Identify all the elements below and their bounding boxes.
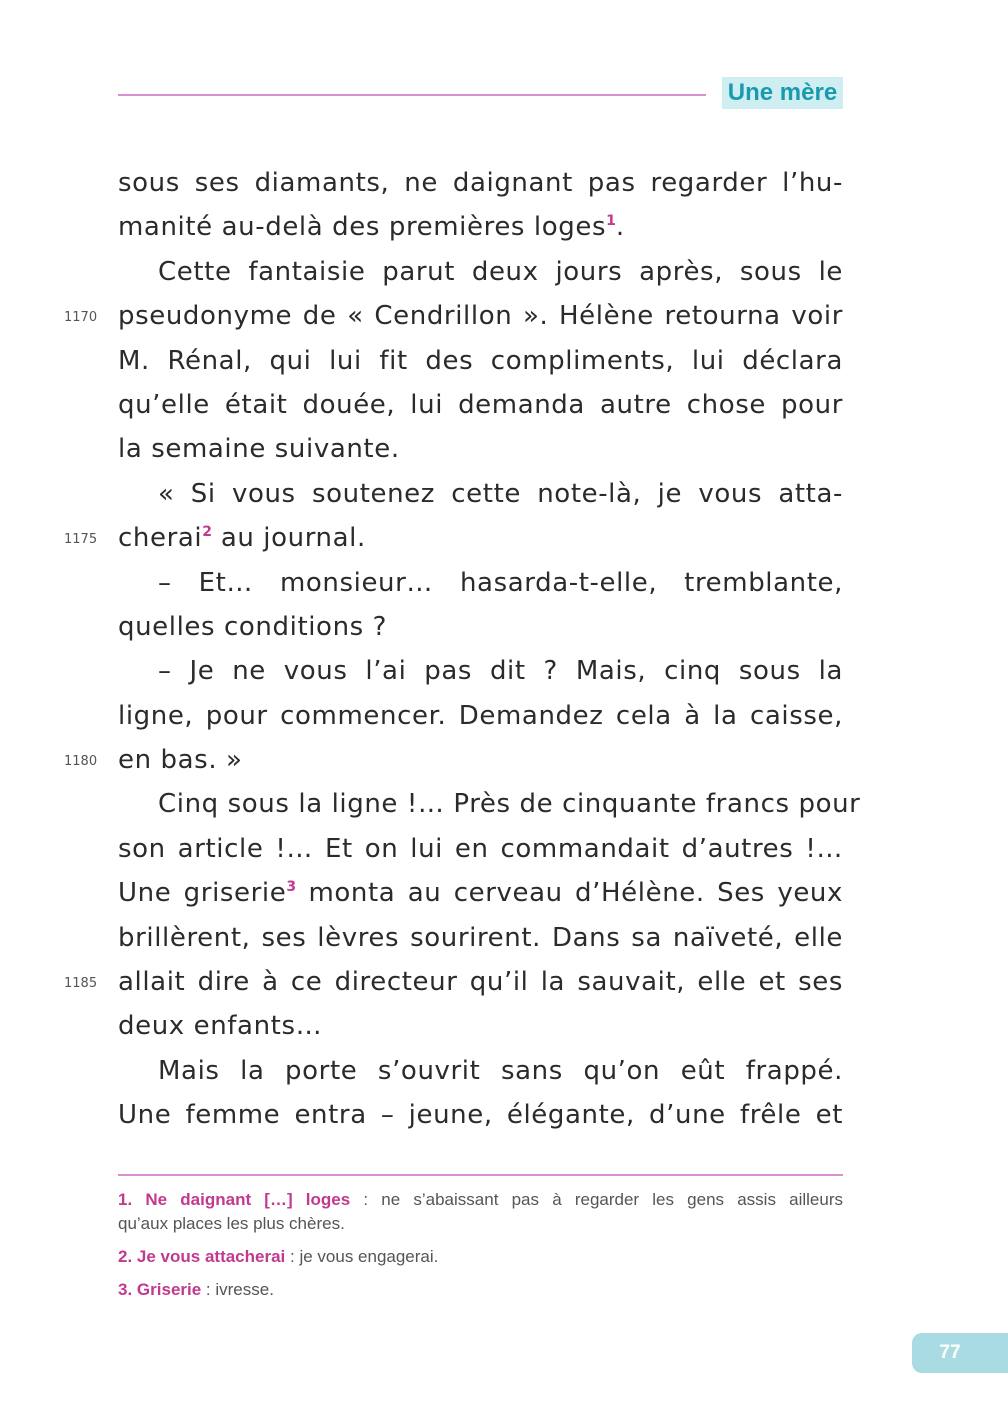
footnote-definition: : ivresse. xyxy=(201,1280,274,1299)
footnote-rule xyxy=(118,1174,843,1176)
text-line: ligne, pour commencer. Demandez cela à la caisse, xyxy=(118,700,843,731)
text-line: M. Rénal, qui lui fit des compliments, lui déclara xyxy=(118,345,843,376)
text-line: brillèrent, ses lèvres sourirent. Dans sa naïveté, elle xyxy=(118,922,843,953)
line-number: 1175 xyxy=(64,532,98,548)
text-line: 1170 pseudonyme de « Cendrillon ». Hélène retourna voir xyxy=(118,294,843,338)
footnote-definition-cont: qu’aux places les plus chères. xyxy=(118,1214,345,1233)
text-line: quelles conditions ? xyxy=(118,611,388,642)
footnote xyxy=(118,1278,843,1302)
footnote xyxy=(118,1245,843,1269)
chapter-title: Une mère xyxy=(722,77,843,109)
text-line: Mais la porte s’ouvrit sans qu’on eût frappé. xyxy=(158,1055,843,1086)
text-line: – Je ne vous l’ai pas dit ? Mais, cinq sous la xyxy=(158,656,843,687)
text-line: son article !… Et on lui en commandait d’autres !… xyxy=(118,833,843,864)
page-number: 77 xyxy=(939,1342,961,1363)
footnote-definition: : ne s’abaissant pas à regarder les gens assis ailleurs xyxy=(350,1190,843,1209)
text-line: Cette fantaisie parut deux jours après, sous le xyxy=(158,256,843,287)
line-number: 1185 xyxy=(64,976,98,992)
footnote-ref[interactable]: 3 xyxy=(286,879,297,896)
page-number-tab xyxy=(912,1333,1008,1373)
text-line: Une femme entra – jeune, élégante, d’une frêle et xyxy=(118,1100,843,1131)
text-line: 1175 cherai$^2$ au journal. xyxy=(118,516,843,560)
line-number: 1170 xyxy=(64,310,98,326)
footnote-term: Je vous attacherai xyxy=(136,1247,286,1266)
text-line: 1185 allait dire à ce directeur qu’il la sauvait, elle et ses xyxy=(118,960,843,1004)
text-line: la semaine suivante. xyxy=(118,434,400,465)
text-line: Cinq sous la ligne !… Près de cinquante francs pour xyxy=(158,789,861,820)
footnote-ref[interactable]: 2 xyxy=(202,524,212,541)
body-text xyxy=(64,161,861,1138)
text-line: sous ses diamants, ne daignant pas regarder l’hu- xyxy=(118,168,843,198)
text-line: manité au-delà des premières loges$^1$. xyxy=(118,212,625,243)
text-line: 1180 en bas. » xyxy=(118,738,843,782)
footnote-number: 3. xyxy=(118,1280,133,1299)
text-line: – Et… monsieur… hasarda-t-elle, tremblante, xyxy=(158,567,843,598)
footnote-definition: : je vous engagerai. xyxy=(285,1247,439,1266)
footnote-ref[interactable]: 1 xyxy=(606,213,616,230)
text-line: deux enfants… xyxy=(118,1011,323,1042)
header-rule xyxy=(118,94,706,96)
footnotes xyxy=(118,1188,843,1311)
footnote-number: 2. xyxy=(118,1247,133,1266)
text-line: Une griserie$^3$ monta au cerveau d’Hélène. Ses yeux xyxy=(118,878,843,909)
footnote-number: 1. xyxy=(118,1190,133,1209)
footnote xyxy=(118,1188,843,1236)
line-number: 1180 xyxy=(64,754,98,770)
text-line: qu’elle était douée, lui demanda autre chose pour xyxy=(118,389,843,420)
footnote-term: Ne daignant […] loges xyxy=(145,1190,351,1209)
text-line: « Si vous soutenez cette note-là, je vous atta- xyxy=(158,478,843,509)
footnote-term: Griserie xyxy=(136,1280,202,1299)
